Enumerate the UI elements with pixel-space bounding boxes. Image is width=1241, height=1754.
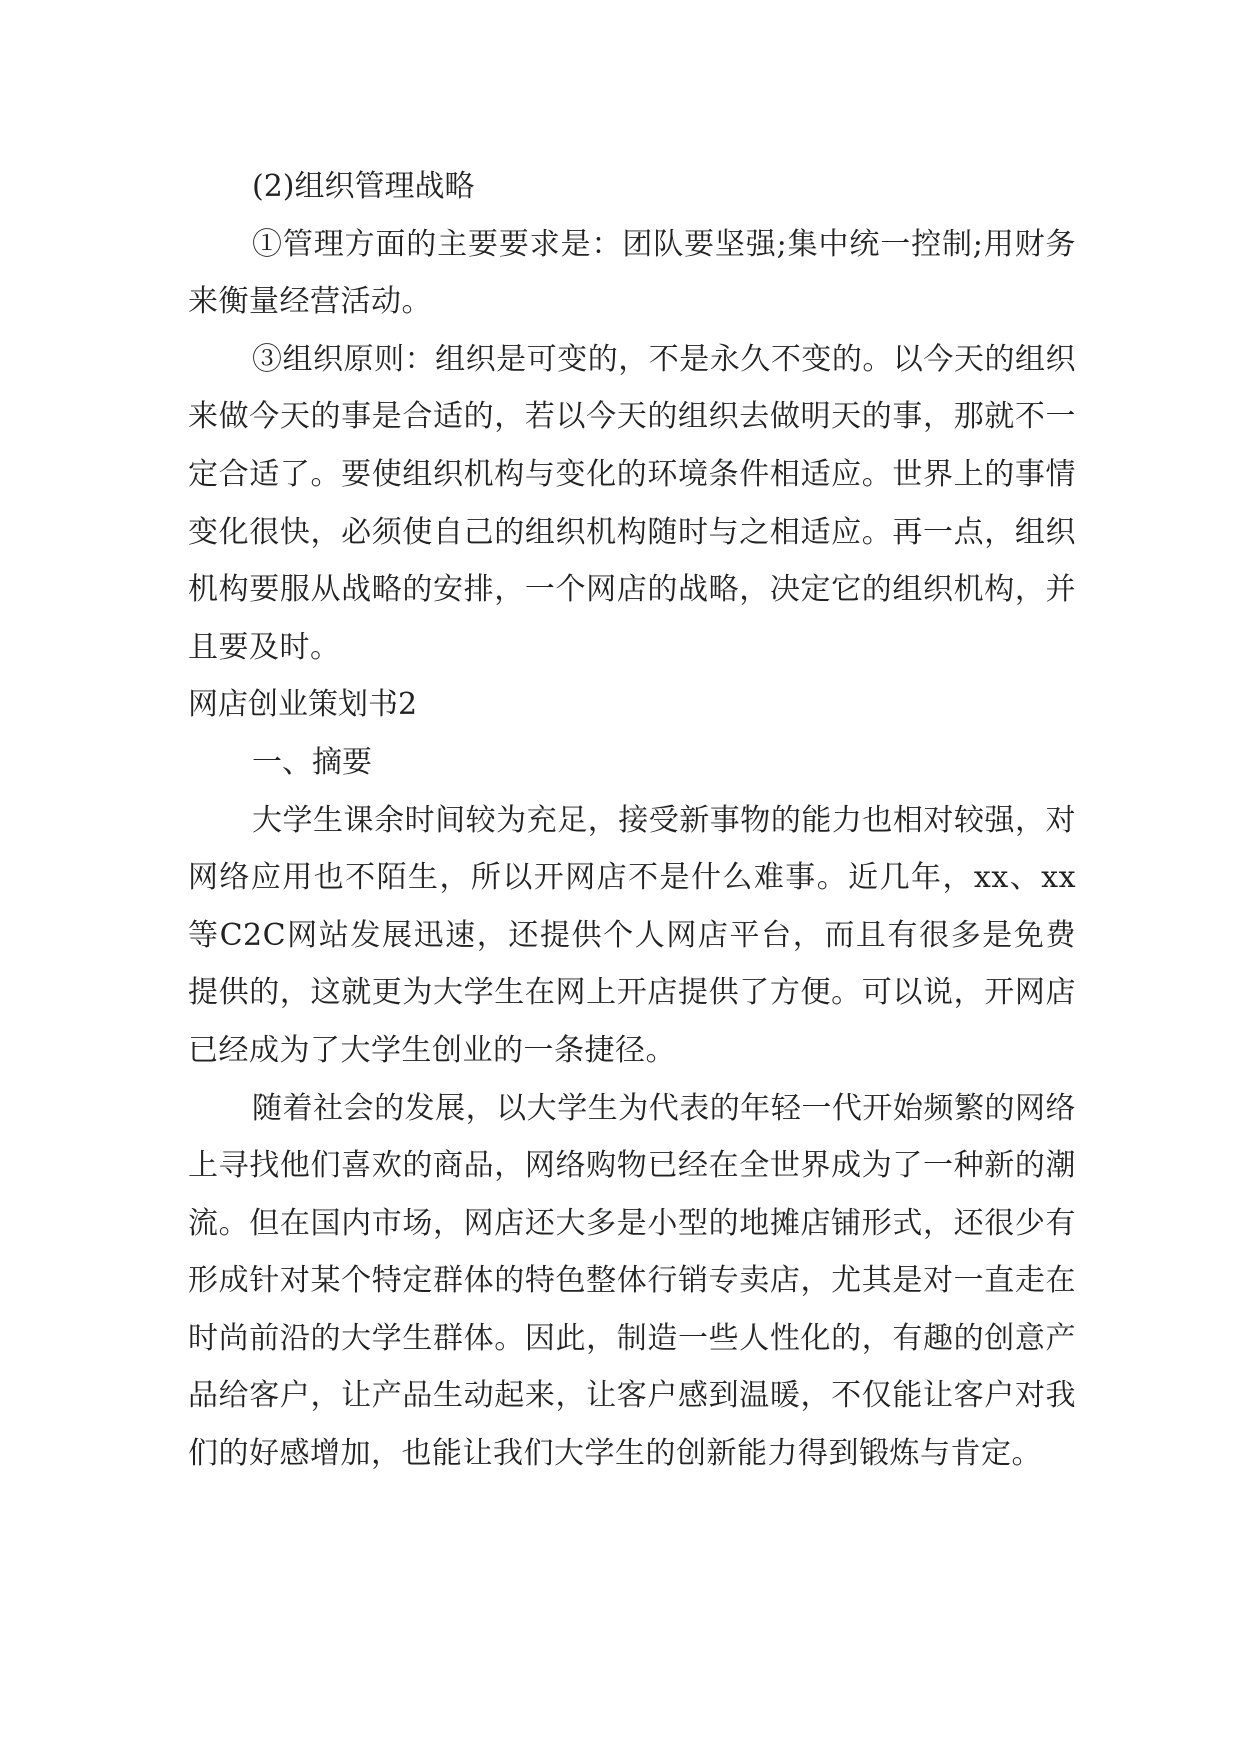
paragraph-organization-principle: ③组织原则：组织是可变的，不是永久不变的。以今天的组织来做今天的事是合适的，若以今天的组织去做明天的事，那就不一定合适了。要使组织机构与变化的环境条件相适应。世界上的事情变化很快，必须使自己的组织机构随时与之相适应。再一点，组织机构要服从战略的安排，一个网店的战略，决定它的组织机构，并且要及时。: [188, 341, 1076, 665]
paragraph-summary-market: 随着社会的发展，以大学生为代表的年轻一代开始频繁的网络上寻找他们喜欢的商品，网络购物已经在全世界成为了一种新的潮流。但在国内市场，网店还大多是小型的地摊店铺形式，还很少有形成针对某个特定群体的特色整体行销专卖店，尤其是对一直走在时尚前沿的大学生群体。因此，制造一些人性化的，有趣的创意产品给客户，让产品生动起来，让客户感到温暖，不仅能让客户对我们的好感增加，也能让我们大学生的创新能力得到锻炼与肯定。: [188, 1090, 1076, 1472]
section-heading-org-strategy: (2)组织管理战略: [252, 169, 475, 204]
document-page: [188, 158, 1076, 1483]
paragraph-management-requirements: ①管理方面的主要要求是：团队要坚强;集中统一控制;用财务来衡量经营活动。: [188, 226, 1076, 320]
document-title: 网店创业策划书2: [188, 687, 418, 723]
section-heading-summary: 一、摘要: [252, 744, 372, 780]
paragraph-summary-intro: 大学生课余时间较为充足，接受新事物的能力也相对较强，对网络应用也不陌生，所以开网店不是什么难事。近几年，xx、xx等C2C网站发展迅速，还提供个人网店平台，而且有很多是免费提供的，这就更为大学生在网上开店提供了方便。可以说，开网店已经成为了大学生创业的一条捷径。: [188, 802, 1076, 1068]
